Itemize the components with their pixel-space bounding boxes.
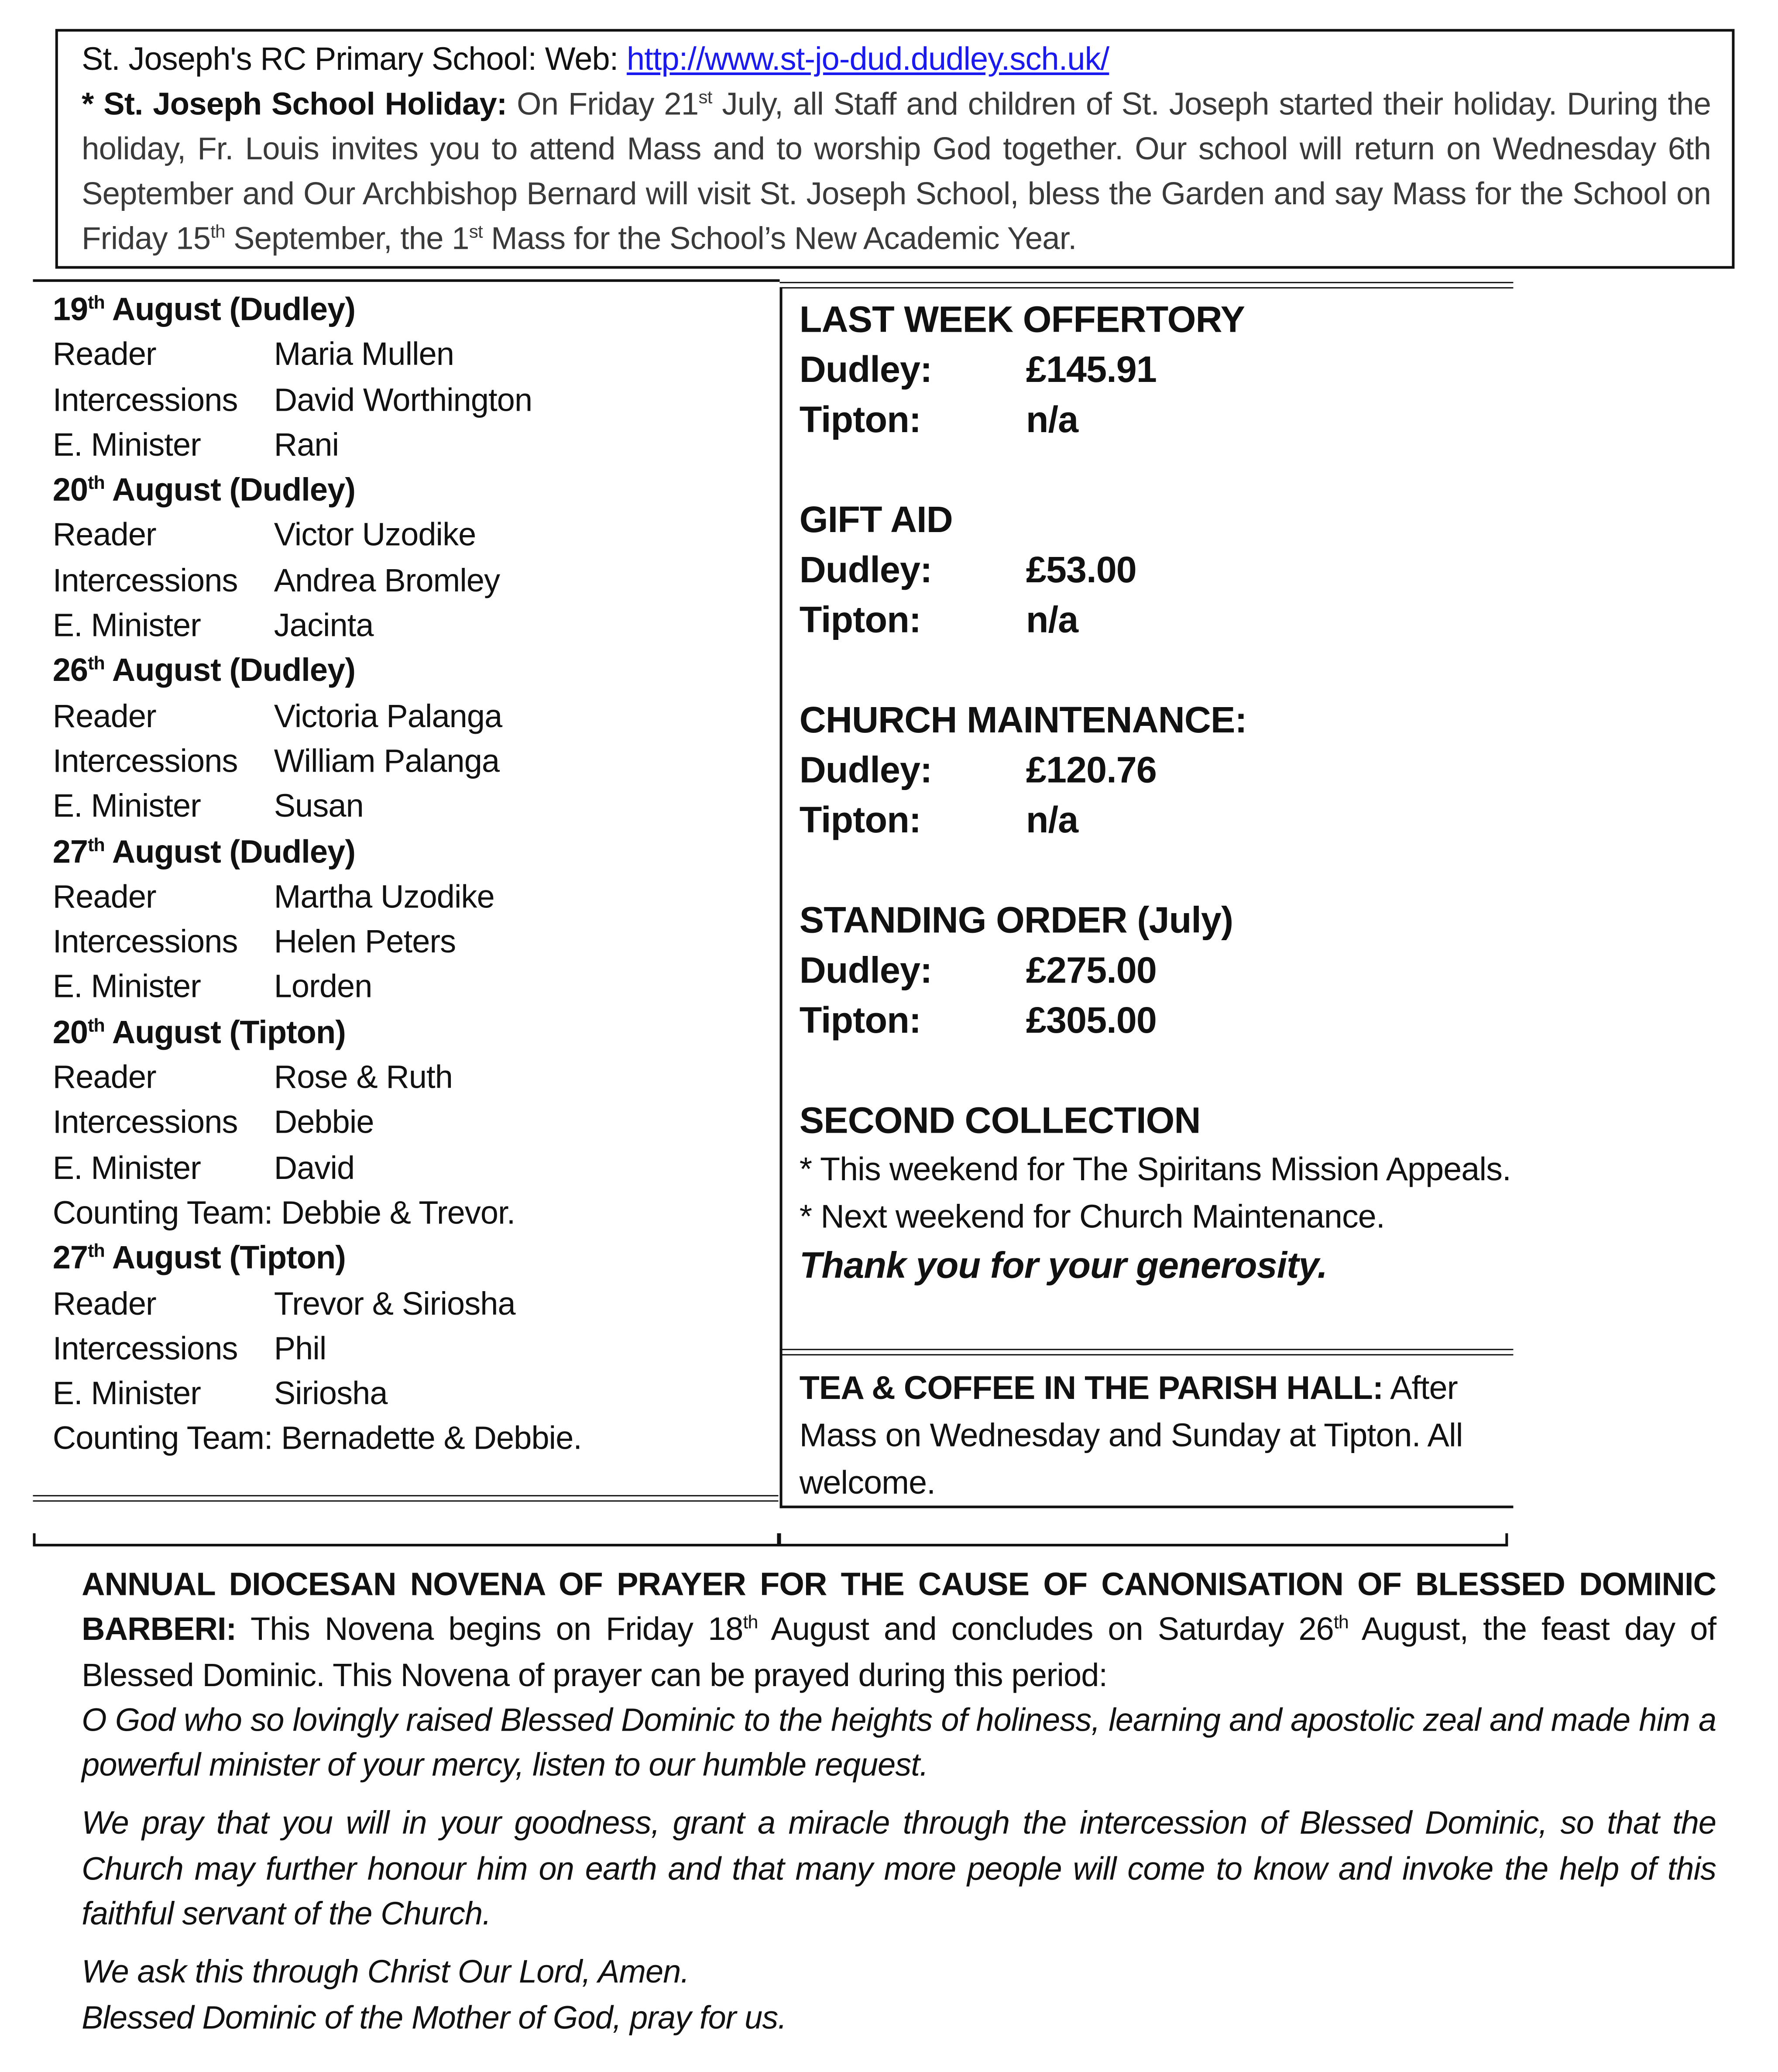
finance-title: STANDING ORDER (July) [799,900,1233,941]
rota-role: Reader [52,880,156,915]
rota-row [53,1147,790,1192]
second-collection-line: * Next weekend for Church Maintenance. [799,1199,1385,1236]
novena-closing: Blessed Dominic of the Mother of God, pray for us. [82,2000,787,2036]
novena-text: August and concludes on Saturday 26 [758,1612,1334,1649]
second-collection-title: SECOND COLLECTION [799,1100,1201,1141]
ministry-rota [53,289,790,1463]
ordinal-suffix: th [88,473,105,495]
rota-person: David [274,1151,355,1186]
finance-row-tipton [800,996,1517,1046]
finance-title: GIFT AID [799,499,953,540]
rota-date-heading [53,831,790,876]
rota-person: Maria Mullen [274,337,454,373]
rota-row [53,1373,790,1418]
rota-row [53,785,790,831]
rota-block [53,469,790,650]
rota-role: Reader [52,337,156,373]
rota-date-heading [53,650,790,695]
rota-role: E. Minister [52,428,201,464]
novena-title: ANNUAL DIOCESAN NOVENA OF PRAYER FOR THE CAUSE OF CANONISATION OF BLESSED DOMINIC BARBERI: [82,1567,1716,1649]
finance-amount: £275.00 [1026,949,1157,991]
rota-role: E. Minister [52,1376,201,1412]
finance-list [800,295,1517,1096]
rota-role: Reader [52,699,156,735]
rota-person: Rani [274,428,339,464]
tea-coffee-label: TEA & COFFEE IN THE PARISH HALL: [799,1370,1383,1407]
finance-column [800,295,1517,1291]
ordinal-suffix: st [698,86,712,107]
finance-block [800,695,1517,896]
ordinal-suffix: st [469,220,483,242]
finance-amount: £145.91 [1026,349,1157,390]
counting-team: Counting Team: Bernadette & Debbie. [52,1422,582,1457]
rota-role: Intercessions [52,563,238,599]
second-collection-section [800,1096,1517,1291]
rota-row [53,379,790,424]
rota-row [53,605,790,650]
rota-person: Lorden [274,970,372,1006]
novena-text: August, the feast day of Blessed Dominic. This Novena of prayer can be prayed during this period: [82,1612,1716,1694]
rota-person: Rose & Ruth [274,1060,453,1096]
finance-row-tipton [800,395,1517,445]
finance-location: Tipton: [799,599,921,640]
rota-block [53,289,790,469]
finance-row-dudley [800,746,1517,796]
finance-location: Tipton: [799,399,921,440]
rota-role: E. Minister [52,789,201,825]
finance-block [800,896,1517,1096]
rota-row [53,1102,790,1147]
rota-row [53,514,790,560]
school-holiday-text: September, the 1 [225,221,469,257]
ordinal-suffix: th [88,654,105,675]
rota-person: Andrea Bromley [274,563,500,599]
novena-section [82,1563,1716,2041]
rota-row [53,966,790,1011]
rota-date-rest: August (Dudley) [104,473,356,509]
novena-prayer: We pray that you will in your goodness, grant a miracle through the intercession of Blessed Dominic, so that the Church may further honour him on earth and that many more people will come to know and invoke the help of this faithful servant of the Church. [82,1806,1716,1933]
school-holiday-text: Mass for the School’s New Academic Year. [482,221,1077,257]
school-holiday-text: July, all Staff and children of St. Joseph started their holiday. During the holiday, Fr. Louis invites you to attend Mass and to worship God together. Our school will return on Wednesday 6th September and Our Archbishop Bernard will visit St. Joseph School, bless the Garden and say Mass for the School on Friday 15 [82,87,1711,257]
tea-coffee-text: After Mass on Wednesday and Sunday at Tipton. All welcome. [799,1370,1463,1502]
rota-role: Reader [52,1060,156,1096]
spacer [800,445,1517,495]
rota-date-rest: August (Dudley) [104,653,356,690]
finance-title: LAST WEEK OFFERTORY [799,299,1245,340]
rota-person: Susan [274,789,364,825]
rota-person: Helen Peters [274,924,456,961]
rota-person: Jacinta [274,608,374,644]
rota-day: 20 [52,1015,88,1051]
rota-person: Trevor & Siriosha [274,1286,515,1322]
school-web-line [82,38,1711,83]
rota-person: Martha Uzodike [274,880,494,915]
rota-date-heading [53,469,790,515]
rota-block [53,650,790,831]
rota-block [53,1011,790,1237]
rota-day: 26 [52,653,88,690]
rota-row [53,560,790,605]
bracket-rule [33,1544,1508,1546]
school-web-prefix: St. Joseph's RC Primary School: Web: [82,42,627,78]
finance-amount: n/a [1026,799,1078,841]
finance-row-tipton [800,595,1517,646]
school-website-link[interactable]: http://www.st-jo-dud.dudley.sch.uk/ [627,42,1109,78]
rota-person: Victor Uzodike [274,518,476,554]
rota-row [53,424,790,469]
tea-section-top-rule [780,1349,1514,1355]
bracket-tick [777,1533,781,1545]
finance-location: Tipton: [799,1000,921,1041]
ordinal-suffix: th [743,1613,758,1634]
finance-block [800,295,1517,495]
finance-amount: £53.00 [1026,549,1136,590]
bracket-tick [1505,1533,1507,1545]
counting-team: Counting Team: Debbie & Trevor. [52,1196,515,1232]
rota-person: Siriosha [274,1376,388,1412]
finance-row-tipton [800,796,1517,846]
rota-row [53,740,790,786]
finance-location: Dudley: [799,549,932,590]
rota-row [53,1282,790,1328]
ordinal-suffix: th [210,220,225,242]
finance-row-dudley [800,545,1517,595]
spacer [800,845,1517,896]
school-holiday-paragraph [82,83,1711,262]
rota-role: Intercessions [52,744,238,780]
rota-role: E. Minister [52,1151,201,1186]
rota-row [53,333,790,379]
finance-row-dudley [800,946,1517,996]
rota-role: E. Minister [52,970,201,1006]
ordinal-suffix: th [88,1241,105,1263]
rota-row [53,1056,790,1102]
spacer [800,646,1517,696]
rota-date-rest: August (Tipton) [104,1241,346,1277]
rota-date-heading [53,1237,790,1282]
rota-row [53,1327,790,1373]
school-holiday-label: * St. Joseph School Holiday: [82,87,507,123]
novena-closing: We ask this through Christ Our Lord, Amen. [82,1955,690,1991]
rota-person: Victoria Palanga [274,699,502,735]
rota-role: Intercessions [52,1331,238,1367]
finance-block [800,495,1517,696]
right-column-top-rule [780,282,1514,289]
rota-role: Reader [52,518,156,554]
finance-amount: £305.00 [1026,1000,1157,1041]
school-holiday-text: On Friday 21 [507,87,699,123]
bracket-tick [33,1533,35,1545]
rota-date-heading [53,289,790,334]
rota-role: Reader [52,1286,156,1322]
novena-text: This Novena begins on Friday 18 [236,1612,743,1649]
rota-day: 19 [52,292,88,328]
left-column-top-rule [33,279,779,282]
rota-row [53,695,790,740]
ordinal-suffix: th [88,292,105,314]
finance-amount: n/a [1026,599,1078,640]
finance-location: Tipton: [799,799,921,841]
finance-amount: n/a [1026,399,1078,440]
ordinal-suffix: th [88,835,105,856]
finance-location: Dudley: [799,949,932,991]
rota-role: Intercessions [52,382,238,419]
rota-person: David Worthington [274,382,532,419]
thanks-line: Thank you for your generosity. [799,1244,1328,1286]
rota-person: Debbie [274,1105,374,1141]
rota-role: E. Minister [52,608,201,644]
rota-role: Intercessions [52,1105,238,1141]
novena-intro [82,1563,1716,1699]
rota-date-rest: August (Dudley) [104,834,356,870]
rota-list [53,289,790,1463]
ordinal-suffix: th [1333,1613,1349,1634]
rota-block [53,831,790,1011]
finance-location: Dudley: [799,749,932,790]
finance-amount: £120.76 [1026,749,1157,790]
rota-row [53,876,790,921]
rota-day: 27 [52,1241,88,1277]
finance-row-dudley [800,345,1517,395]
rota-date-rest: August (Tipton) [104,1015,346,1051]
rota-row [53,921,790,966]
ordinal-suffix: th [88,1015,105,1037]
tea-coffee-notice [800,1364,1517,1507]
rota-day: 27 [52,834,88,870]
rota-date-rest: August (Dudley) [104,292,356,328]
novena-prayer: O God who so lovingly raised Blessed Dominic to the heights of holiness, learning and apostolic zeal and made him a powerful minister of your mercy, listen to our humble request. [82,1703,1716,1784]
rota-day: 20 [52,473,88,509]
rota-date-heading [53,1011,790,1057]
school-notice-box [55,29,1735,268]
rota-role: Intercessions [52,924,238,961]
rota-block [53,1237,790,1463]
finance-title: CHURCH MAINTENANCE: [799,699,1247,741]
finance-location: Dudley: [799,349,932,390]
rota-person: Phil [274,1331,326,1367]
rota-person: William Palanga [274,744,500,780]
left-column-bottom-rule [33,1495,778,1502]
second-collection-line: * This weekend for The Spiritans Mission Appeals. [799,1151,1511,1189]
spacer [800,1046,1517,1096]
